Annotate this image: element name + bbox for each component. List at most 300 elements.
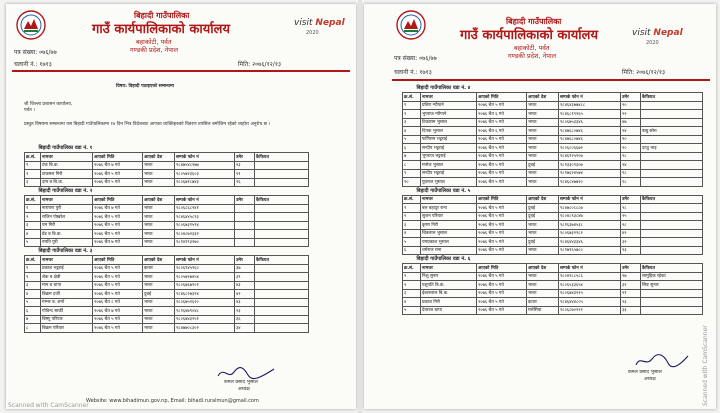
returnee-table-right	[402, 84, 703, 315]
table-cell: ८	[403, 161, 421, 170]
table-row	[403, 169, 703, 178]
table-cell: दुबई	[143, 290, 175, 299]
table-cell: ९८०६५३३६५४	[559, 281, 621, 290]
table-cell: डेंड ब बि.क.	[41, 230, 93, 239]
table-cell: भारत	[527, 169, 559, 178]
office-name: गाउँ कार्यपालिकाको कार्यालय	[92, 22, 230, 37]
table-cell	[641, 229, 703, 238]
table-header-row	[25, 153, 309, 162]
column-header: क्र.सं.	[403, 93, 421, 102]
table-cell: २०७६ चैत ५ गते	[93, 315, 143, 324]
table-cell: सन्दीप भट्टराई	[421, 144, 477, 153]
visit-nepal-logo: visit Nepal	[632, 28, 683, 38]
table-cell: ५	[25, 298, 41, 307]
table-cell: २०७६ चैत ५ गते	[93, 221, 143, 230]
table-cell: ३६	[235, 315, 255, 324]
table-cell: ९८४७७०८३०२	[175, 324, 235, 333]
table-cell: कृष्ण गिरी	[421, 221, 477, 230]
table-cell: २०७६ चैत ६ गते	[477, 110, 527, 119]
table-cell: २३	[235, 307, 255, 316]
table-cell: ९८०६८७०२२२	[559, 306, 621, 315]
table-cell: भारत	[527, 110, 559, 119]
table-cell: ३	[403, 118, 421, 127]
table-cell: बल बहादुर राना	[421, 204, 477, 213]
table-cell	[641, 298, 703, 307]
table-cell: सन्दीप भट्टराई	[421, 169, 477, 178]
table-cell: ३४	[235, 324, 255, 333]
header-divider	[12, 70, 350, 72]
table-cell: ९८१७१६५७८०	[559, 246, 621, 255]
table-cell: सिङ सुनार	[641, 281, 703, 290]
table-cell: ईश्वरलाल बि.क.	[421, 289, 477, 298]
municipality-name: बिहादी गाउँपालिका	[134, 11, 190, 20]
table-cell: दाजु भाइ	[641, 144, 703, 153]
table-cell: ९८०६७१८७४३	[175, 178, 235, 187]
table-cell: मान ब थापा	[41, 281, 93, 290]
table-cell: गम्भर ब. शर्मा	[41, 298, 93, 307]
table-cell: २०७६ चैत ५ गते	[93, 178, 143, 187]
table-row	[25, 315, 309, 324]
column-header: कैफियत	[255, 153, 309, 162]
table-cell	[641, 212, 703, 221]
table-cell: देवराज थापा	[421, 306, 477, 315]
table-row	[25, 204, 309, 213]
table-cell: २०७६ चैत ५ गते	[477, 212, 527, 221]
returnee-table-left	[24, 144, 309, 333]
table-cell: २०७६ चैत ५ गते	[477, 169, 527, 178]
dispatch-number: चलानी नं.: १७१३	[14, 61, 52, 68]
ward-title: बिहादी गाउँपालिका वडा नं. ३	[38, 248, 93, 254]
table-cell: २०७६ चैत ७ गते	[93, 204, 143, 213]
table-cell	[255, 324, 309, 333]
table-cell: ४	[403, 127, 421, 136]
letter-page-right	[364, 4, 716, 409]
table-row	[403, 135, 703, 144]
table-cell	[641, 152, 703, 161]
header-divider	[392, 79, 710, 81]
table-cell: निशु सुनार	[421, 272, 477, 281]
table-cell: ९८०५७२३६०३	[175, 170, 235, 179]
table-cell: ९८०६७३१५९४	[175, 221, 235, 230]
table-cell: ३	[25, 221, 41, 230]
table-row	[25, 273, 309, 282]
table-cell	[255, 204, 309, 213]
table-cell: ५	[403, 306, 421, 315]
table-cell: ४३	[235, 281, 255, 290]
table-cell: ९८४७६८०७४६	[559, 127, 621, 136]
column-header: सम्पर्क फोन नं	[559, 93, 621, 102]
table-cell: भुपराज भट्टराई	[421, 152, 477, 161]
table-cell: ३२	[621, 238, 641, 247]
table-cell: २०७६ चैत ५ गते	[477, 306, 527, 315]
table-cell: ९८०६७५३३४६	[559, 118, 621, 127]
table-header-row	[25, 196, 309, 205]
column-header: कैफियत	[641, 93, 703, 102]
table-cell: यमप्रकाश भुसाल	[421, 238, 477, 247]
table-cell: बिक्रम दर्जी	[41, 290, 93, 299]
table-cell: २०७६ चैत ५ गते	[477, 178, 527, 187]
table-cell: ३३	[621, 306, 641, 315]
table-cell: फणिराम भट्टराई	[421, 135, 477, 144]
table-cell: ३७	[235, 264, 255, 273]
table-row	[403, 221, 703, 230]
table-row	[403, 127, 703, 136]
table-cell: भारत	[527, 127, 559, 136]
column-header: नामथर	[421, 264, 477, 273]
table-cell: १८	[621, 169, 641, 178]
table-row	[403, 306, 703, 315]
page-footer: Website: www.bihadimun.gov.np, Email: bihadi.ruralmun@gmail.com	[86, 398, 259, 404]
recipient-line-2: पर्वत ।	[24, 108, 35, 113]
table-cell: ९८४६४४४८०५	[559, 298, 621, 307]
column-header: सम्पर्क फोन नं	[175, 256, 235, 265]
table-cell: मनोज भुसाल	[421, 161, 477, 170]
table-cell: ९८०४९८८५८६	[559, 272, 621, 281]
table-cell: २०७६ चैत ५ गते	[93, 170, 143, 179]
table-cell: ९८१४१९३२७०	[175, 238, 235, 247]
table-cell	[255, 298, 309, 307]
table-cell: २०७६ चैत ५ गते	[477, 289, 527, 298]
table-cell: ९८४६८१९२६५	[559, 110, 621, 119]
column-header: कैफियत	[255, 196, 309, 205]
column-header: क्र.सं.	[25, 196, 41, 205]
table-cell: भारत	[527, 118, 559, 127]
table-cell: बिक्रम परियार	[41, 324, 93, 333]
table-cell: टंक बि.क.	[41, 161, 93, 170]
table-row	[25, 178, 309, 187]
table-cell: ९८०६७५२६२०	[175, 298, 235, 307]
ward-title-row	[403, 84, 703, 93]
table-cell	[641, 110, 703, 119]
signatory-name: कमल प्रसाद भुसाल	[224, 380, 258, 385]
table-cell	[641, 238, 703, 247]
table-cell: १	[25, 161, 41, 170]
table-cell: १०	[403, 178, 421, 187]
table-cell: २६	[235, 178, 255, 187]
table-cell: भारत	[143, 315, 175, 324]
column-header: नामथर	[421, 195, 477, 204]
table-cell: कतार	[143, 264, 175, 273]
table-row	[403, 178, 703, 187]
table-cell: २०७६ चैत ५ गते	[93, 273, 143, 282]
table-cell: भारत	[143, 178, 175, 187]
table-cell: २४	[621, 127, 641, 136]
table-cell: राजिन पोखरेल	[41, 213, 93, 222]
office-name: गाउँ कार्यपालिकाको कार्यालय	[460, 28, 598, 43]
page-separator	[358, 0, 362, 413]
signatory-role: अध्यक्ष	[238, 387, 250, 392]
table-cell: ४७	[621, 118, 641, 127]
table-cell: १	[25, 204, 41, 213]
table-cell: २०७६ चैत ५ गते	[93, 290, 143, 299]
table-cell: भारत	[527, 221, 559, 230]
table-cell: २०७६ चैत ५ गते	[477, 238, 527, 247]
table-row	[403, 238, 703, 247]
table-cell: २५	[621, 212, 641, 221]
table-cell: ८	[25, 324, 41, 333]
table-cell: २८	[621, 221, 641, 230]
table-cell: १८	[621, 178, 641, 187]
table-cell	[641, 169, 703, 178]
table-cell: २०७६ चैत ५ गते	[477, 221, 527, 230]
table-cell: २३	[621, 246, 641, 255]
table-row	[403, 212, 703, 221]
table-cell: ९८४६४४३३४६	[559, 238, 621, 247]
table-cell: ९८०६८६८२४१	[175, 204, 235, 213]
table-cell: २	[403, 212, 421, 221]
table-cell: रुपति पुरी	[41, 238, 93, 247]
table-cell: २०७६ चैत ५ गते	[477, 144, 527, 153]
column-header: सम्पर्क फोन नं	[559, 264, 621, 273]
table-cell: भारत	[143, 324, 175, 333]
table-cell: ३	[25, 281, 41, 290]
table-row	[403, 229, 703, 238]
table-cell: ९८०४८७२३३२	[175, 230, 235, 239]
table-row	[403, 289, 703, 298]
table-cell: पशुपति बि.क.	[421, 281, 477, 290]
letter-date: मिति: २०७६/१२/१३	[238, 61, 282, 68]
table-cell: ३	[25, 178, 41, 187]
table-row	[25, 264, 309, 273]
ward-title-row	[25, 187, 309, 196]
table-cell: चित्रलाल भुसाल	[421, 229, 477, 238]
column-header: उमेर	[621, 93, 641, 102]
table-cell: ९८०५७२७४५४	[175, 273, 235, 282]
column-header: उमेर	[621, 264, 641, 273]
table-cell	[255, 315, 309, 324]
ward-title-row	[403, 186, 703, 195]
table-cell: भारत	[143, 298, 175, 307]
table-cell	[255, 281, 309, 290]
letter-page-left	[6, 4, 356, 409]
table-cell: ३२	[621, 281, 641, 290]
table-cell: दुबई	[527, 161, 559, 170]
table-cell: २०७६ चैत ६ गते	[477, 127, 527, 136]
table-cell: २०७६ चैत ५ गते	[477, 281, 527, 290]
table-cell: भारत	[143, 238, 175, 247]
table-cell	[641, 221, 703, 230]
table-cell: २०७६ चैत ५ गते	[93, 213, 143, 222]
letter-subject: विषय: विहादी पठाइएको सम्बन्धमा	[116, 84, 174, 89]
table-row	[25, 324, 309, 333]
column-header: क्र.सं.	[403, 264, 421, 273]
table-row	[25, 161, 309, 170]
table-cell	[255, 290, 309, 299]
column-header: नामथर	[41, 256, 93, 265]
table-row	[25, 307, 309, 316]
table-cell: ६	[403, 246, 421, 255]
table-cell: ३	[403, 221, 421, 230]
table-cell: ४३	[235, 298, 255, 307]
table-cell	[235, 238, 255, 247]
column-header: क्र.सं.	[403, 195, 421, 204]
table-cell: नारायण पुरी	[41, 204, 93, 213]
table-cell: ९८१६३७४५३८	[559, 221, 621, 230]
ward-title: बिहादी गाउँपालिका वडा नं. ५	[416, 187, 471, 194]
table-cell: २३	[621, 298, 641, 307]
table-cell: ९८४७६८०७४६	[559, 135, 621, 144]
table-cell: २०७६ चैत ५ गते	[93, 230, 143, 239]
visit-nepal-year: 2020	[306, 30, 319, 36]
table-cell: भारत	[143, 221, 175, 230]
table-cell: २२	[621, 110, 641, 119]
table-row	[403, 144, 703, 153]
column-header: नामथर	[41, 153, 93, 162]
table-cell: ३	[403, 289, 421, 298]
table-cell: ९८१७६२४५७४	[559, 169, 621, 178]
address-line-1: बहाकोटी, पर्वत	[514, 44, 550, 52]
table-cell: भारत	[527, 178, 559, 187]
table-cell: ४२	[621, 229, 641, 238]
ref-number: पत्र संख्या: ०७६/७७	[14, 49, 57, 56]
column-header: आएको मिति	[93, 153, 143, 162]
table-cell: २०७६ चैत ७ गते	[93, 161, 143, 170]
table-cell: २८	[621, 152, 641, 161]
table-cell: ९८०६८०६६७२	[559, 144, 621, 153]
table-cell: धर्मराज राना	[421, 246, 477, 255]
table-cell: मलेसिया	[527, 306, 559, 315]
table-cell: २०७६ चैत ५ गते	[477, 152, 527, 161]
table-row	[25, 170, 309, 179]
table-cell: १	[403, 204, 421, 213]
table-cell: प्रकाश गिरी	[421, 298, 477, 307]
table-cell: ५	[403, 135, 421, 144]
column-header: क्र.सं.	[25, 256, 41, 265]
table-cell: ७	[25, 315, 41, 324]
table-cell: ९८४६४३७७४८८	[559, 101, 621, 110]
table-cell: १	[403, 272, 421, 281]
column-header: सम्पर्क फोन नं	[559, 195, 621, 204]
address-line-2: गण्डकी प्रदेश, नेपाल	[508, 52, 557, 60]
table-row	[25, 298, 309, 307]
address-line-2: गण्डकी प्रदेश, नेपाल	[130, 46, 179, 54]
table-row	[403, 204, 703, 213]
table-cell: भारत	[527, 272, 559, 281]
ward-title: बिहादी गाउँपालिका वडा नं. ६	[416, 256, 471, 262]
table-cell	[255, 221, 309, 230]
column-header: आएको मिति	[477, 264, 527, 273]
column-header: आएको देश	[143, 153, 175, 162]
table-cell: भारत	[143, 230, 175, 239]
table-header-row	[25, 256, 309, 265]
table-cell: २०७६ चैत ७ गते	[93, 238, 143, 247]
column-header: आएको देश	[527, 195, 559, 204]
table-cell: २४	[621, 161, 641, 170]
table-cell: भारत	[143, 161, 175, 170]
table-row	[25, 281, 309, 290]
table-cell: दुबई	[527, 212, 559, 221]
column-header: आएको मिति	[93, 256, 143, 265]
column-header: उमेर	[235, 256, 255, 265]
table-cell: दुबई	[527, 238, 559, 247]
table-cell: २०७६ चैत ५ गते	[93, 264, 143, 273]
table-cell: भारत	[527, 289, 559, 298]
ward-title-row	[25, 144, 309, 153]
municipality-name: बिहादी गाउँपालिका	[506, 17, 562, 26]
table-row	[25, 230, 309, 239]
table-cell: ९८०६७३२९८२	[559, 229, 621, 238]
table-cell: ९	[403, 169, 421, 178]
table-cell: २	[25, 170, 41, 179]
dispatch-number: चलानी नं.: १७१३	[394, 69, 432, 76]
table-cell: २०	[621, 101, 641, 110]
table-cell	[641, 178, 703, 187]
table-row	[403, 118, 703, 127]
table-cell: २०७६ चैत ५ गते	[477, 101, 527, 110]
table-cell: ९८४६१२५९०७	[559, 152, 621, 161]
table-row	[403, 152, 703, 161]
table-cell: २	[403, 281, 421, 290]
column-header: आएको मिति	[477, 195, 527, 204]
column-header: कैफियत	[641, 264, 703, 273]
table-cell	[641, 161, 703, 170]
table-cell	[235, 204, 255, 213]
column-header: आएको देश	[143, 256, 175, 265]
table-cell: भारत	[527, 135, 559, 144]
table-cell: ९८४६८२७३२४	[175, 290, 235, 299]
table-cell: भारत	[143, 170, 175, 179]
table-row	[403, 272, 703, 281]
nepal-emblem-icon	[16, 10, 46, 40]
table-cell	[255, 307, 309, 316]
table-cell: ९८४६४४५८९३	[175, 213, 235, 222]
table-cell: १	[25, 264, 41, 273]
table-cell	[641, 101, 703, 110]
table-cell: २०७६ चैत ५ गते	[477, 229, 527, 238]
recipient-line-1: श्री जिल्ला प्रशासन कार्यालय,	[24, 102, 73, 107]
table-cell	[641, 246, 703, 255]
table-cell: २	[403, 110, 421, 119]
table-cell: ४	[25, 230, 41, 239]
table-cell: २०	[621, 144, 641, 153]
table-cell: ७	[403, 152, 421, 161]
table-cell	[255, 273, 309, 282]
table-cell	[255, 238, 309, 247]
address-line-1: बहाकोटी, पर्वत	[136, 38, 172, 46]
table-cell: ९८१३३०९३०७	[559, 161, 621, 170]
table-cell: २१	[235, 170, 255, 179]
table-cell: भारत	[527, 152, 559, 161]
table-cell	[255, 230, 309, 239]
table-row	[25, 238, 309, 247]
table-cell: २०७६ चैत ५ गते	[477, 118, 527, 127]
table-cell: भारत	[143, 281, 175, 290]
table-cell: २०	[621, 135, 641, 144]
letter-date: मिति: २०७६/१२/१३	[622, 69, 666, 76]
table-cell	[235, 213, 255, 222]
table-row	[25, 213, 309, 222]
table-cell	[235, 221, 255, 230]
table-cell	[641, 306, 703, 315]
table-cell: ४	[25, 290, 41, 299]
ward-title-row	[25, 247, 309, 256]
column-header: नामथर	[41, 196, 93, 205]
ref-number: पत्र संख्या: ०७६/७७	[394, 55, 437, 62]
column-header: आएको देश	[527, 93, 559, 102]
table-cell	[255, 170, 309, 179]
table-cell: बाबु छोरा	[641, 127, 703, 136]
table-cell: २८	[621, 204, 641, 213]
table-cell: २०७६ चैत ५ गते	[93, 281, 143, 290]
table-header-row	[403, 264, 703, 273]
table-cell: यम गिरी	[41, 221, 93, 230]
table-cell	[641, 204, 703, 213]
table-cell: ४२	[235, 290, 255, 299]
table-cell: ४	[403, 298, 421, 307]
table-cell	[641, 135, 703, 144]
column-header: नामथर	[421, 93, 477, 102]
table-cell: २०७६ चैत ८ गते	[93, 298, 143, 307]
